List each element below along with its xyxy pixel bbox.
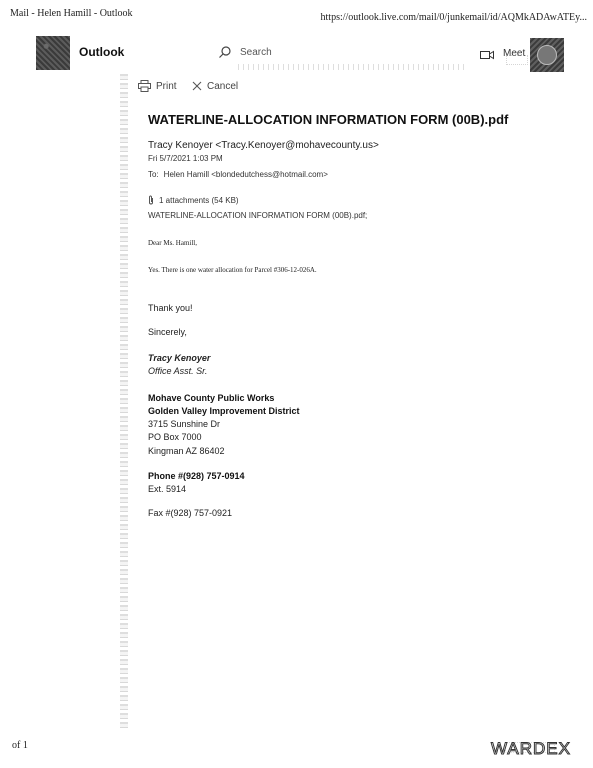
signature-name: Tracy Kenoyer (148, 353, 211, 363)
browser-tab-title: Mail - Helen Hamill - Outlook (10, 8, 133, 19)
email-sender[interactable]: Tracy Kenoyer <Tracy.Kenoyer@mohavecounty.us> (148, 140, 379, 151)
search-icon[interactable] (218, 45, 232, 59)
outlook-brand[interactable]: Outlook (79, 45, 125, 59)
scan-edge (120, 74, 128, 730)
email-subject: WATERLINE-ALLOCATION INFORMATION FORM (00B).pdf (148, 112, 509, 127)
meet-button[interactable]: Meet (503, 48, 526, 59)
print-button[interactable]: Print (156, 81, 177, 92)
signature-fax: Fax #(928) 757-0921 (148, 508, 233, 518)
signature-org: Mohave County Public Works (148, 393, 275, 403)
to-value[interactable]: Helen Hamill <blondedutchess@hotmail.com> (163, 170, 328, 179)
to-label: To: (148, 170, 159, 179)
signature-title: Office Asst. Sr. (148, 366, 208, 376)
app-launcher-icon[interactable] (36, 36, 70, 70)
attachment-file[interactable]: WATERLINE-ALLOCATION INFORMATION FORM (00B).pdf; (148, 211, 368, 220)
search-input[interactable]: Search (240, 47, 272, 58)
signature-address-city: Kingman AZ 86402 (148, 446, 225, 456)
signature-district: Golden Valley Improvement District (148, 406, 300, 416)
scan-artifact (506, 55, 528, 65)
printer-icon[interactable] (138, 80, 151, 92)
email-thanks: Thank you! (148, 303, 193, 313)
email-closing: Sincerely, (148, 327, 187, 337)
paperclip-icon (148, 195, 154, 205)
attachment-count: 1 attachments (54 KB) (159, 196, 239, 205)
signature-phone: Phone #(928) 757-0914 (148, 471, 245, 481)
email-sent-date: Fri 5/7/2021 1:03 PM (148, 154, 223, 163)
video-icon[interactable] (480, 50, 494, 60)
watermark: WARDEX (491, 739, 571, 758)
signature-address-pobox: PO Box 7000 (148, 432, 202, 442)
browser-url[interactable]: https://outlook.live.com/mail/0/junkemail/id/AQMkADAwATEy... (320, 12, 587, 23)
email-body: Yes. There is one water allocation for Parcel #306-12-026A. (148, 266, 317, 274)
signature-ext: Ext. 5914 (148, 484, 187, 494)
email-recipients (148, 170, 328, 179)
page-number: of 1 (12, 740, 28, 751)
cancel-button[interactable]: Cancel (207, 81, 239, 92)
close-icon[interactable] (192, 81, 202, 91)
email-greeting: Dear Ms. Hamill, (148, 239, 197, 247)
scan-noise (238, 64, 468, 70)
signature-address-street: 3715 Sunshine Dr (148, 419, 221, 429)
avatar[interactable] (530, 38, 564, 72)
